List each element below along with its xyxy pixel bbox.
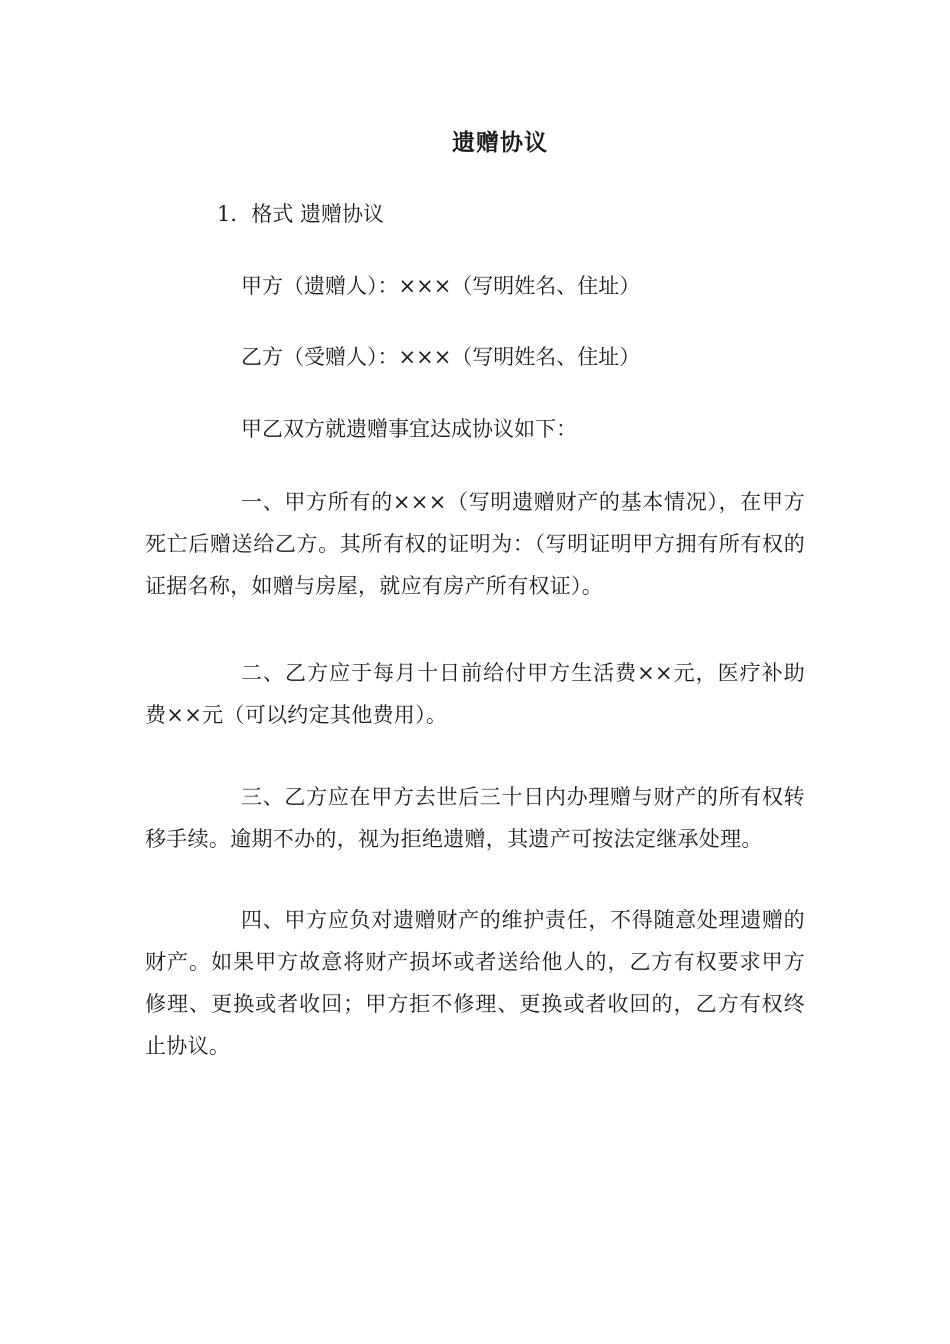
- format-subheading: 1．格式 遗赠协议: [217, 202, 385, 226]
- party-b-line: 乙方（受赠人）：×××（写明姓名、住址）: [241, 345, 641, 369]
- clause-1: 一、甲方所有的×××（写明遗赠财产的基本情况），在甲方死亡后赠送给乙方。其所有权的证明为：（写明证明甲方拥有所有权的证据名称，如赠与房屋，就应有房产所有权证）。: [145, 490, 805, 598]
- clause-4: 四、甲方应负对遗赠财产的维护责任，不得随意处理遗赠的财产。如果甲方故意将财产损坏或者送给他人的，乙方有权要求甲方修理、更换或者收回；甲方拒不修理、更换或者收回的，乙方有权终止协议。: [145, 908, 805, 1058]
- clause-3: 三、乙方应在甲方去世后三十日内办理赠与财产的所有权转移手续。逾期不办的，视为拒绝遗赠，其遗产可按法定继承处理。: [145, 785, 805, 851]
- agreement-intro: 甲乙双方就遗赠事宜达成协议如下：: [241, 417, 577, 441]
- party-a-line: 甲方（遗赠人）：×××（写明姓名、住址）: [241, 274, 641, 298]
- clause-2: 二、乙方应于每月十日前给付甲方生活费××元，医疗补助费××元（可以约定其他费用）。: [145, 661, 805, 727]
- document-title: 遗赠协议: [452, 130, 548, 156]
